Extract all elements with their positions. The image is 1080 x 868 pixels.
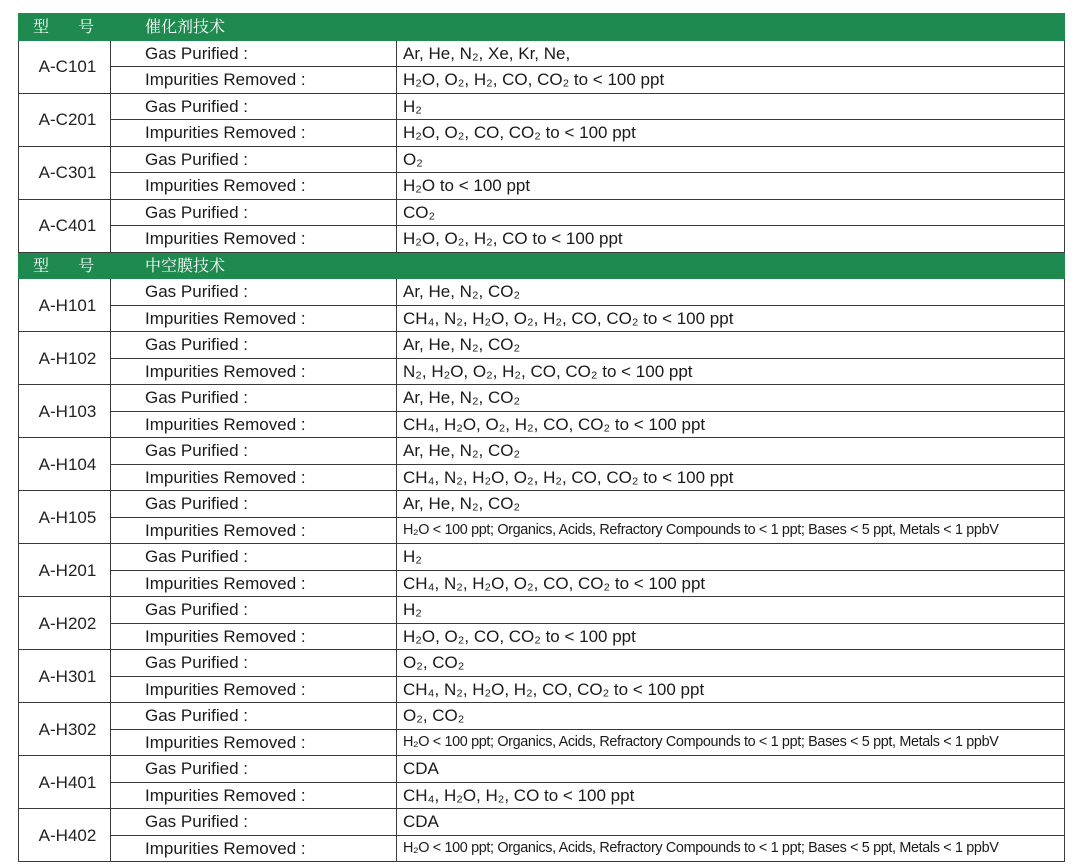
gas-purified-label: Gas Purified : xyxy=(111,544,397,571)
model-number: A-H101 xyxy=(19,279,111,332)
table-row xyxy=(19,809,1065,836)
gas-purified-value: CDA xyxy=(397,756,1065,783)
table-row xyxy=(19,358,1065,385)
impurities-removed-value: N₂, H₂O, O₂, H₂, CO, CO₂ to < 100 ppt xyxy=(397,358,1065,385)
table-row xyxy=(19,491,1065,518)
impurities-removed-label: Impurities Removed : xyxy=(111,67,397,94)
table-row xyxy=(19,650,1065,677)
model-number: A-H402 xyxy=(19,809,111,862)
impurities-removed-value: CH₄, H₂O, H₂, CO to < 100 ppt xyxy=(397,782,1065,809)
gas-purified-value: O₂ xyxy=(397,146,1065,173)
gas-purified-label: Gas Purified : xyxy=(111,438,397,465)
table-row xyxy=(19,517,1065,544)
model-number: A-C301 xyxy=(19,146,111,199)
table-row xyxy=(19,40,1065,67)
model-number: A-H301 xyxy=(19,650,111,703)
model-number: A-H401 xyxy=(19,756,111,809)
table-row xyxy=(19,756,1065,783)
impurities-removed-value: H₂O < 100 ppt; Organics, Acids, Refractory Compounds to < 1 ppt; Bases < 5 ppt, Metals < 1 ppbV xyxy=(397,729,1065,756)
table-row xyxy=(19,570,1065,597)
table-row xyxy=(19,597,1065,624)
impurities-removed-value: CH₄, N₂, H₂O, O₂, H₂, CO, CO₂ to < 100 ppt xyxy=(397,305,1065,332)
gas-purified-value: Ar, He, N₂, Xe, Kr, Ne, xyxy=(397,40,1065,67)
impurities-removed-value: H₂O to < 100 ppt xyxy=(397,173,1065,200)
gas-purified-label: Gas Purified : xyxy=(111,756,397,783)
model-number: A-C101 xyxy=(19,40,111,93)
section-header-technology: 催化剂技术 xyxy=(111,14,1065,41)
impurities-removed-label: Impurities Removed : xyxy=(111,623,397,650)
impurities-removed-value: H₂O, O₂, H₂, CO to < 100 ppt xyxy=(397,226,1065,253)
table-row xyxy=(19,67,1065,94)
gas-purified-value: Ar, He, N₂, CO₂ xyxy=(397,491,1065,518)
gas-purified-label: Gas Purified : xyxy=(111,703,397,730)
table-row xyxy=(19,385,1065,412)
model-number: A-H104 xyxy=(19,438,111,491)
impurities-removed-value: H₂O, O₂, H₂, CO, CO₂ to < 100 ppt xyxy=(397,67,1065,94)
gas-purified-label: Gas Purified : xyxy=(111,385,397,412)
impurities-removed-label: Impurities Removed : xyxy=(111,517,397,544)
table-row xyxy=(19,146,1065,173)
table-row xyxy=(19,305,1065,332)
table-row xyxy=(19,199,1065,226)
table-row xyxy=(19,835,1065,862)
table-row xyxy=(19,544,1065,571)
impurities-removed-value: CH₄, N₂, H₂O, H₂, CO, CO₂ to < 100 ppt xyxy=(397,676,1065,703)
section-header-model: 型 号 xyxy=(19,252,111,279)
gas-purified-value: H₂ xyxy=(397,597,1065,624)
gas-purified-value: CDA xyxy=(397,809,1065,836)
gas-purified-value: H₂ xyxy=(397,544,1065,571)
gas-purified-value: O₂, CO₂ xyxy=(397,703,1065,730)
gas-purified-value: Ar, He, N₂, CO₂ xyxy=(397,385,1065,412)
section-header-model: 型 号 xyxy=(19,14,111,41)
impurities-removed-label: Impurities Removed : xyxy=(111,835,397,862)
impurities-removed-label: Impurities Removed : xyxy=(111,120,397,147)
model-number: A-H202 xyxy=(19,597,111,650)
impurities-removed-value: CH₄, H₂O, O₂, H₂, CO, CO₂ to < 100 ppt xyxy=(397,411,1065,438)
gas-purified-value: Ar, He, N₂, CO₂ xyxy=(397,332,1065,359)
section-header xyxy=(19,252,1065,279)
gas-purified-label: Gas Purified : xyxy=(111,491,397,518)
impurities-removed-value: H₂O < 100 ppt; Organics, Acids, Refractory Compounds to < 1 ppt; Bases < 5 ppt, Metals < 1 ppbV xyxy=(397,517,1065,544)
gas-purified-label: Gas Purified : xyxy=(111,93,397,120)
table-row xyxy=(19,729,1065,756)
gas-purified-label: Gas Purified : xyxy=(111,40,397,67)
gas-purified-value: Ar, He, N₂, CO₂ xyxy=(397,279,1065,306)
model-number: A-H102 xyxy=(19,332,111,385)
gas-purified-label: Gas Purified : xyxy=(111,146,397,173)
section-header-technology: 中空膜技术 xyxy=(111,252,1065,279)
impurities-removed-label: Impurities Removed : xyxy=(111,676,397,703)
table-row xyxy=(19,676,1065,703)
table-row xyxy=(19,279,1065,306)
model-number: A-H302 xyxy=(19,703,111,756)
table-row xyxy=(19,438,1065,465)
impurities-removed-label: Impurities Removed : xyxy=(111,411,397,438)
impurities-removed-label: Impurities Removed : xyxy=(111,782,397,809)
model-number: A-C401 xyxy=(19,199,111,252)
impurities-removed-label: Impurities Removed : xyxy=(111,729,397,756)
table-row xyxy=(19,173,1065,200)
impurities-removed-label: Impurities Removed : xyxy=(111,358,397,385)
table-row xyxy=(19,93,1065,120)
gas-purified-label: Gas Purified : xyxy=(111,809,397,836)
table-row xyxy=(19,120,1065,147)
spec-table-body xyxy=(19,14,1065,862)
table-row xyxy=(19,782,1065,809)
table-row xyxy=(19,411,1065,438)
gas-purified-value: H₂ xyxy=(397,93,1065,120)
table-row xyxy=(19,226,1065,253)
impurities-removed-label: Impurities Removed : xyxy=(111,570,397,597)
gas-purified-label: Gas Purified : xyxy=(111,332,397,359)
gas-purified-value: CO₂ xyxy=(397,199,1065,226)
model-number: A-H105 xyxy=(19,491,111,544)
gas-purified-label: Gas Purified : xyxy=(111,597,397,624)
table-row xyxy=(19,332,1065,359)
table-row xyxy=(19,703,1065,730)
impurities-removed-label: Impurities Removed : xyxy=(111,305,397,332)
gas-purified-label: Gas Purified : xyxy=(111,650,397,677)
impurities-removed-value: CH₄, N₂, H₂O, O₂, H₂, CO, CO₂ to < 100 ppt xyxy=(397,464,1065,491)
impurities-removed-label: Impurities Removed : xyxy=(111,226,397,253)
impurities-removed-value: H₂O, O₂, CO, CO₂ to < 100 ppt xyxy=(397,623,1065,650)
gas-purified-label: Gas Purified : xyxy=(111,199,397,226)
purifier-spec-table xyxy=(18,13,1065,862)
gas-purified-value: Ar, He, N₂, CO₂ xyxy=(397,438,1065,465)
impurities-removed-label: Impurities Removed : xyxy=(111,464,397,491)
impurities-removed-value: CH₄, N₂, H₂O, O₂, CO, CO₂ to < 100 ppt xyxy=(397,570,1065,597)
model-number: A-H201 xyxy=(19,544,111,597)
model-number: A-C201 xyxy=(19,93,111,146)
impurities-removed-value: H₂O < 100 ppt; Organics, Acids, Refractory Compounds to < 1 ppt; Bases < 5 ppt, Metals < 1 ppbV xyxy=(397,835,1065,862)
impurities-removed-label: Impurities Removed : xyxy=(111,173,397,200)
section-header xyxy=(19,14,1065,41)
gas-purified-value: O₂, CO₂ xyxy=(397,650,1065,677)
table-row xyxy=(19,623,1065,650)
impurities-removed-value: H₂O, O₂, CO, CO₂ to < 100 ppt xyxy=(397,120,1065,147)
table-row xyxy=(19,464,1065,491)
model-number: A-H103 xyxy=(19,385,111,438)
gas-purified-label: Gas Purified : xyxy=(111,279,397,306)
